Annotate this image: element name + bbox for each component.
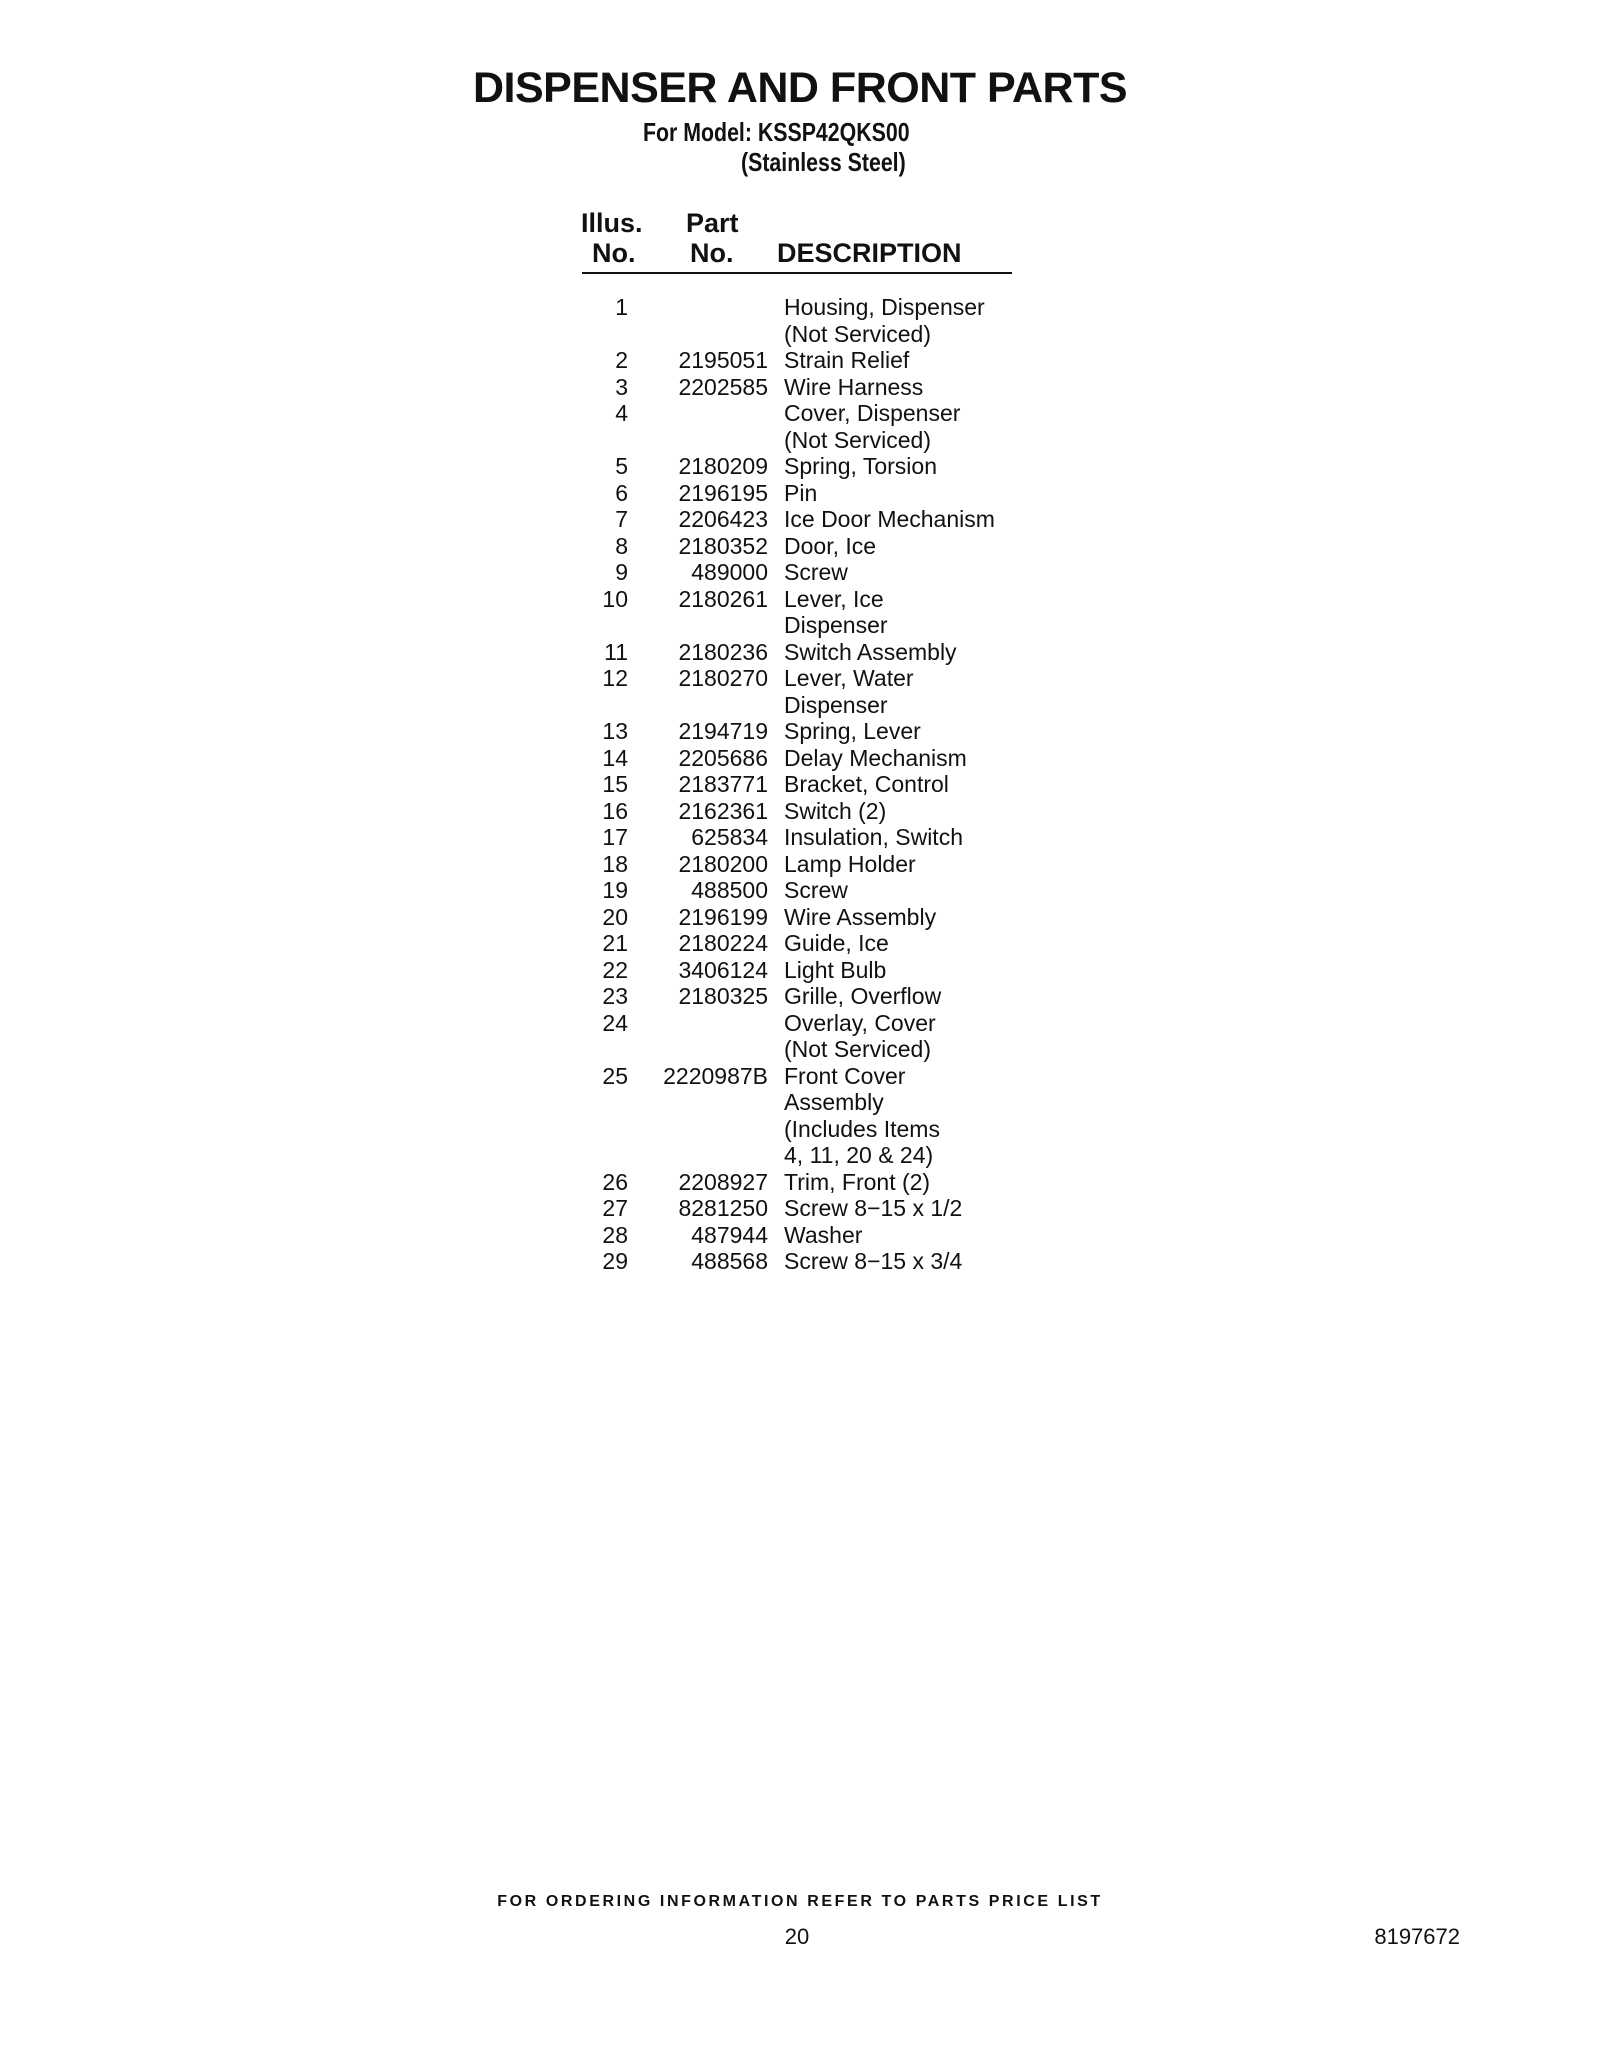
column-header-illus-bottom: No. <box>592 238 636 268</box>
description-cell <box>768 771 949 798</box>
illus-no-cell: 8 <box>615 532 628 559</box>
description-line: Washer <box>784 1221 863 1248</box>
table-row <box>560 957 1040 984</box>
illus-no-cell: 26 <box>602 1168 628 1195</box>
table-row <box>560 1010 1040 1063</box>
illus-no-cell: 1 <box>615 294 628 320</box>
part-no-cell: 487944 <box>691 1221 768 1248</box>
description-line: Ice Door Mechanism <box>784 506 995 532</box>
part-no-cell: 3406124 <box>678 956 768 983</box>
illus-no-cell: 12 <box>602 665 628 691</box>
description-line: Pin <box>784 479 818 506</box>
illus-no-cell: 24 <box>602 1009 628 1036</box>
page-number: 20 <box>784 1924 810 1949</box>
description-line: Lamp Holder <box>784 850 916 877</box>
illus-no-cell: 4 <box>615 400 628 426</box>
description-line: Switch Assembly <box>784 638 957 665</box>
description-line: Front Cover <box>784 1062 906 1089</box>
description-cell <box>768 851 916 878</box>
illus-no-cell: 22 <box>602 956 628 983</box>
illus-no-cell: 28 <box>602 1221 628 1248</box>
description-line: Bracket, Control <box>784 771 949 797</box>
description-line: Screw <box>784 877 848 903</box>
description-cell <box>768 1248 962 1275</box>
part-no-cell: 2180261 <box>678 585 768 612</box>
description-cell <box>768 347 909 374</box>
description-line: Housing, Dispenser <box>784 294 985 320</box>
part-no-cell: 489000 <box>691 559 768 585</box>
description-line: (Not Serviced) <box>784 426 931 453</box>
part-no-cell: 2196195 <box>678 479 768 506</box>
description-cell <box>768 930 889 957</box>
description-line: Lever, Water <box>784 665 914 691</box>
header-divider <box>582 272 1012 274</box>
description-cell <box>768 877 848 904</box>
part-no-cell: 2195051 <box>678 347 768 373</box>
part-no-cell: 8281250 <box>678 1195 768 1221</box>
illus-no-cell: 11 <box>604 638 628 665</box>
part-no-cell: 2162361 <box>678 797 768 824</box>
description-cell <box>768 1195 962 1222</box>
description-line: Screw 8−15 x 3/4 <box>784 1248 963 1274</box>
table-row <box>560 559 1040 586</box>
description-cell <box>768 1169 930 1196</box>
description-line: Trim, Front (2) <box>784 1168 931 1195</box>
table-row <box>560 639 1040 666</box>
illus-no-cell: 14 <box>602 744 628 771</box>
description-cell <box>768 745 967 772</box>
model-line: For Model: KSSP42QKS00 <box>643 117 910 147</box>
table-row <box>560 506 1040 533</box>
description-line: (Includes Items <box>784 1115 940 1142</box>
description-line: Light Bulb <box>784 956 887 983</box>
description-cell <box>768 506 995 533</box>
description-cell <box>768 1063 940 1169</box>
description-cell <box>768 957 886 984</box>
illus-no-cell: 5 <box>615 453 628 479</box>
description-cell <box>768 983 941 1010</box>
table-row <box>560 1195 1040 1222</box>
description-cell <box>768 1222 862 1249</box>
table-row <box>560 453 1040 480</box>
description-cell <box>768 294 985 347</box>
illus-no-cell: 17 <box>602 824 628 850</box>
description-line: Dispenser <box>784 612 888 638</box>
table-row <box>560 983 1040 1010</box>
description-line: Screw <box>784 559 848 585</box>
part-no-cell: 2180352 <box>678 532 768 559</box>
page-title: DISPENSER AND FRONT PARTS <box>472 64 1128 112</box>
part-no-cell: 2180200 <box>678 850 768 877</box>
part-no-cell: 2205686 <box>678 744 768 771</box>
illus-no-cell: 3 <box>615 373 628 400</box>
description-line: Delay Mechanism <box>784 744 967 771</box>
description-cell <box>768 586 888 639</box>
part-no-cell: 2180209 <box>678 453 768 479</box>
table-row <box>560 1063 1040 1169</box>
part-no-cell: 2202585 <box>678 373 768 400</box>
table-row <box>560 480 1040 507</box>
table-row <box>560 1222 1040 1249</box>
description-line: Lever, Ice <box>784 585 884 612</box>
part-no-cell: 2180270 <box>678 665 768 691</box>
description-cell <box>768 824 963 851</box>
part-no-cell: 2194719 <box>678 718 768 744</box>
description-line: Cover, Dispenser <box>784 400 961 426</box>
illus-no-cell: 13 <box>602 718 628 744</box>
table-row <box>560 824 1040 851</box>
part-no-cell: 488500 <box>691 877 768 903</box>
description-line: Grille, Overflow <box>784 983 942 1009</box>
illus-no-cell: 10 <box>602 585 628 612</box>
description-line: Wire Harness <box>784 373 924 400</box>
table-row <box>560 904 1040 931</box>
illus-no-cell: 6 <box>615 479 628 506</box>
document-number: 8197672 <box>1374 1924 1460 1949</box>
illus-no-cell: 25 <box>602 1062 628 1089</box>
illus-no-cell: 9 <box>615 559 628 585</box>
description-cell <box>768 453 937 480</box>
table-row <box>560 586 1040 639</box>
table-row <box>560 877 1040 904</box>
illus-no-cell: 29 <box>602 1248 628 1274</box>
table-row <box>560 930 1040 957</box>
part-no-cell: 2183771 <box>678 771 768 797</box>
part-no-cell: 2180224 <box>678 930 768 956</box>
description-line: Switch (2) <box>784 797 887 824</box>
illus-no-cell: 16 <box>602 797 628 824</box>
part-no-cell: 2206423 <box>678 506 768 532</box>
illus-no-cell: 7 <box>615 506 628 532</box>
column-header-description: DESCRIPTION <box>777 238 962 268</box>
illus-no-cell: 2 <box>615 347 628 373</box>
table-row <box>560 851 1040 878</box>
illus-no-cell: 15 <box>602 771 628 797</box>
description-line: Strain Relief <box>784 347 910 373</box>
part-no-cell: 2220987B <box>663 1062 768 1089</box>
part-no-cell: 2196199 <box>678 903 768 930</box>
description-line: Wire Assembly <box>784 903 937 930</box>
description-cell <box>768 1010 936 1063</box>
table-row <box>560 771 1040 798</box>
description-line: Assembly <box>784 1089 884 1115</box>
part-no-cell: 488568 <box>691 1248 768 1274</box>
description-cell <box>768 665 914 718</box>
table-row <box>560 1248 1040 1275</box>
finish-line: (Stainless Steel) <box>741 147 906 177</box>
table-row <box>560 718 1040 745</box>
illus-no-cell: 27 <box>602 1195 628 1221</box>
description-line: Dispenser <box>784 691 888 718</box>
illus-no-cell: 18 <box>602 850 628 877</box>
table-row <box>560 294 1040 347</box>
description-cell <box>768 639 957 666</box>
description-cell <box>768 374 923 401</box>
illus-no-cell: 21 <box>602 930 628 956</box>
description-line: Spring, Torsion <box>784 453 937 479</box>
description-cell <box>768 559 848 586</box>
description-line: Spring, Lever <box>784 718 921 744</box>
table-row <box>560 533 1040 560</box>
description-line: Door, Ice <box>784 532 877 559</box>
parts-list <box>560 294 1040 1275</box>
description-cell <box>768 480 817 507</box>
description-line: (Not Serviced) <box>784 320 931 347</box>
illus-no-cell: 19 <box>602 877 628 903</box>
table-row <box>560 347 1040 374</box>
description-line: (Not Serviced) <box>784 1036 931 1062</box>
table-row <box>560 745 1040 772</box>
description-line: 4, 11, 20 & 24) <box>784 1142 934 1168</box>
description-line: Guide, Ice <box>784 930 889 956</box>
description-line: Screw 8−15 x 1/2 <box>784 1195 963 1221</box>
illus-no-cell: 20 <box>602 903 628 930</box>
part-no-cell: 625834 <box>691 824 768 850</box>
description-cell <box>768 533 876 560</box>
description-line: Insulation, Switch <box>784 824 963 850</box>
description-line: Overlay, Cover <box>784 1009 936 1036</box>
description-cell <box>768 904 936 931</box>
column-header-illus-top: Illus. <box>581 208 643 238</box>
ordering-note: FOR ORDERING INFORMATION REFER TO PARTS PRICE LIST <box>497 1893 1103 1910</box>
part-no-cell: 2208927 <box>678 1168 768 1195</box>
table-row <box>560 1169 1040 1196</box>
description-cell <box>768 718 921 745</box>
illus-no-cell: 23 <box>602 983 628 1009</box>
table-row <box>560 400 1040 453</box>
description-cell <box>768 798 886 825</box>
column-header-part-top: Part <box>686 208 739 238</box>
part-no-cell: 2180325 <box>678 983 768 1009</box>
table-row <box>560 798 1040 825</box>
table-row <box>560 374 1040 401</box>
part-no-cell: 2180236 <box>678 638 768 665</box>
column-header-part-bottom: No. <box>690 238 734 268</box>
table-row <box>560 665 1040 718</box>
description-cell <box>768 400 960 453</box>
